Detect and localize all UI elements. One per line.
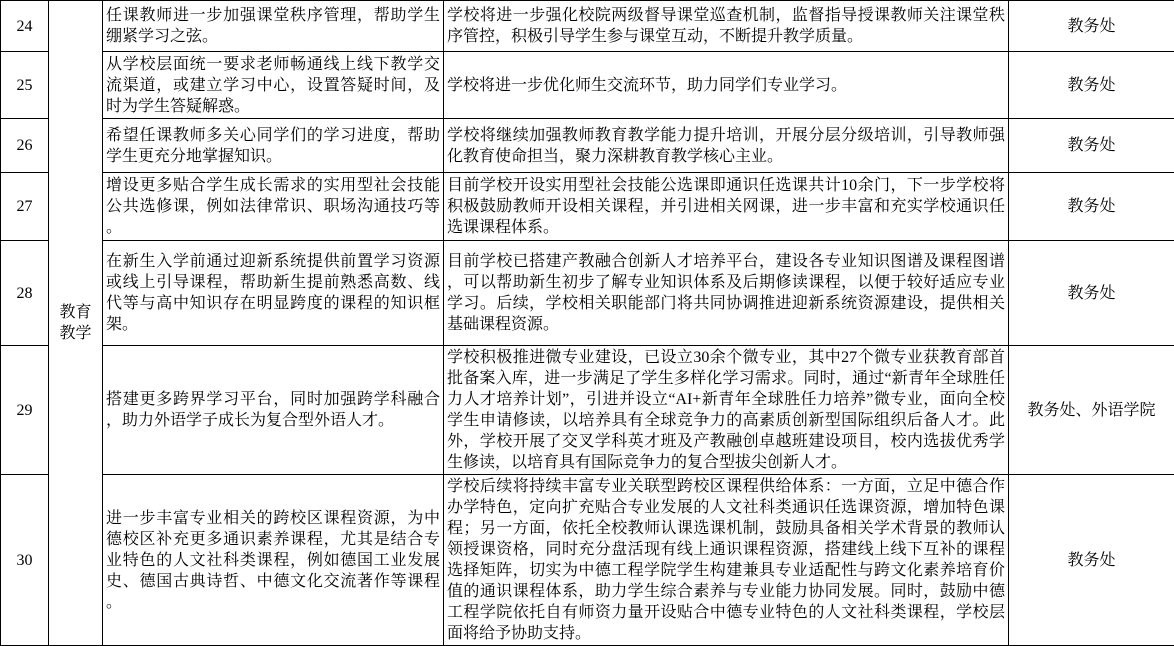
category-label: 教育教学 xyxy=(58,302,93,344)
response-cell: 目前学校开设实用型社会技能公选课即通识任选课共计10余门，下一步学校将积极鼓励教师开设相关课程，并引进相关网课，进一步丰富和充实学校通识任选课课程体系。 xyxy=(444,173,1009,241)
suggestion-cell: 任课教师进一步加强课堂秩序管理，帮助学生绷紧学习之弦。 xyxy=(103,1,444,52)
department-cell: 教务处 xyxy=(1009,1,1174,52)
table-row xyxy=(1,1,1174,52)
suggestion-cell: 增设更多贴合学生成长需求的实用型社会技能公共选修课，例如法律常识、职场沟通技巧等。 xyxy=(103,173,444,241)
department-cell: 教务处 xyxy=(1009,52,1174,119)
row-number: 28 xyxy=(1,241,49,346)
response-cell: 学校将进一步优化师生交流环节，助力同学们专业学习。 xyxy=(444,52,1009,119)
suggestion-cell: 搭建更多跨界学习平台，同时加强跨学科融合，助力外语学子成长为复合型外语人才。 xyxy=(103,346,444,475)
response-cell: 目前学校已搭建产教融合创新人才培养平台，建设各专业知识图谱及课程图谱，可以帮助新生初步了解专业知识体系及后期修读课程，以便于较好适应专业学习。后续，学校相关职能部门将共同协调推进迎新系统资源建设，提供相关基础课程资源。 xyxy=(444,241,1009,346)
department-cell: 教务处 xyxy=(1009,119,1174,173)
row-number: 27 xyxy=(1,173,49,241)
category-cell xyxy=(49,1,103,646)
table-row xyxy=(1,173,1174,241)
table-row xyxy=(1,241,1174,346)
row-number: 26 xyxy=(1,119,49,173)
department-cell: 教务处 xyxy=(1009,173,1174,241)
row-number: 24 xyxy=(1,1,49,52)
table-row xyxy=(1,52,1174,119)
department-cell: 教务处、外语学院 xyxy=(1009,346,1174,475)
response-cell: 学校后续将持续丰富专业关联型跨校区课程供给体系：一方面，立足中德合作办学特色，定向扩充贴合专业发展的人文社科类通识任选课资源，增加特色课程；另一方面，依托全校教师认课选课机制，鼓励具备相关学术背景的教师认领授课资格，同时充分盘活现有线上通识课程资源，搭建线上线下互补的课程选择矩阵，切实为中德工程学院学生构建兼具专业适配性与跨文化素养培育价值的通识课程体系，助力学生综合素养与专业能力协同发展。同时，鼓励中德工程学院依托自有师资力量开设贴合中德专业特色的人文社科类课程，学校层面将给予协助支持。 xyxy=(444,475,1009,646)
suggestion-cell: 从学校层面统一要求老师畅通线上线下教学交流渠道，或建立学习中心，设置答疑时间，及时为学生答疑解惑。 xyxy=(103,52,444,119)
table-row xyxy=(1,119,1174,173)
response-cell: 学校将继续加强教师教育教学能力提升培训，开展分层分级培训，引导教师强化教育使命担当，聚力深耕教育教学核心主业。 xyxy=(444,119,1009,173)
row-number: 25 xyxy=(1,52,49,119)
suggestion-cell: 进一步丰富专业相关的跨校区课程资源，为中德校区补充更多通识素养课程，尤其是结合专业特色的人文社科类课程，例如德国工业发展史、德国古典诗哲、中德文化交流著作等课程。 xyxy=(103,475,444,646)
row-number: 29 xyxy=(1,346,49,475)
suggestion-cell: 在新生入学前通过迎新系统提供前置学习资源或线上引导课程，帮助新生提前熟悉高数、线代等与高中知识存在明显跨度的课程的知识框架。 xyxy=(103,241,444,346)
suggestion-cell: 希望任课教师多关心同学们的学习进度，帮助学生更充分地掌握知识。 xyxy=(103,119,444,173)
row-number: 30 xyxy=(1,475,49,646)
table-row xyxy=(1,475,1174,646)
department-cell: 教务处 xyxy=(1009,475,1174,646)
response-cell: 学校将进一步强化校院两级督导课堂巡查机制，监督指导授课教师关注课堂秩序管控，积极引导学生参与课堂互动，不断提升教学质量。 xyxy=(444,1,1009,52)
response-cell: 学校积极推进微专业建设，已设立30余个微专业，其中27个微专业获教育部首批备案入库，进一步满足了学生多样化学习需求。同时，通过“新青年全球胜任力人才培养计划”，引进并设立“AI+新青年全球胜任力培养”微专业，面向全校学生申请修读，以培养具有全球竞争力的高素质创新型国际组织后备人才。此外，学校开展了交叉学科英才班及产教融创卓越班建设项目，校内选拔优秀学生修读，以培育具有国际竞争力的复合型拔尖创新人才。 xyxy=(444,346,1009,475)
table-row xyxy=(1,346,1174,475)
department-cell: 教务处 xyxy=(1009,241,1174,346)
